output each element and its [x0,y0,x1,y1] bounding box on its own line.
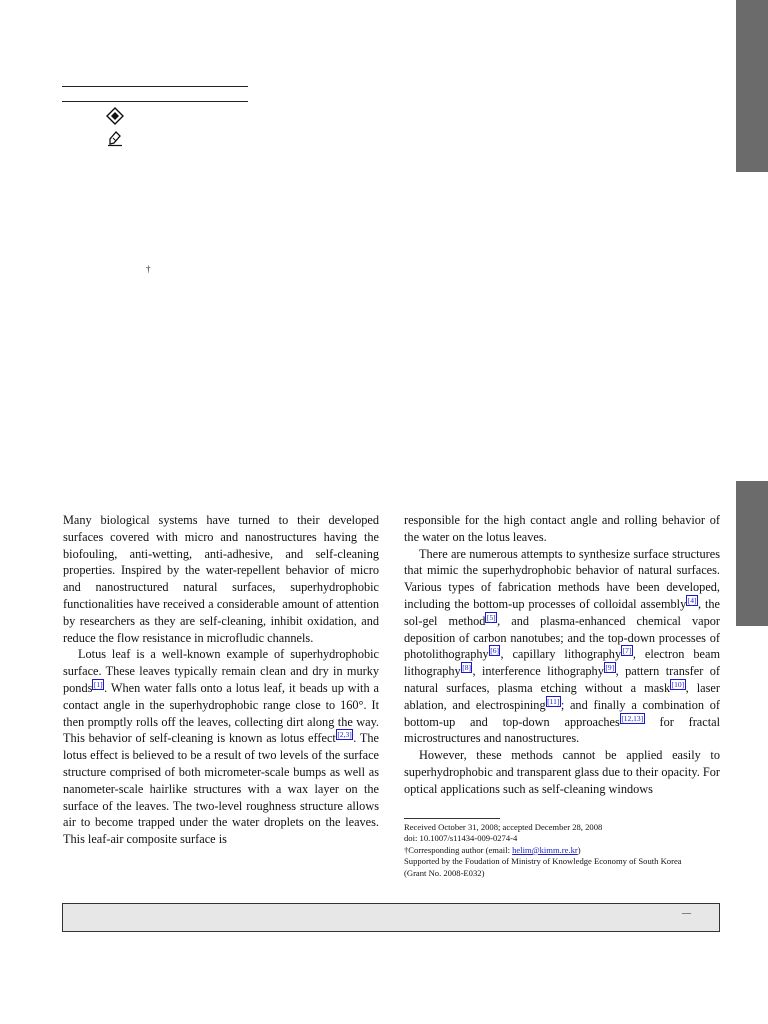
journal-logo-icon [106,107,124,125]
grant-number: (Grant No. 2008-E032) [404,867,485,878]
paragraph: There are numerous attempts to synthesize surface structures that mimic the superhydrophobic behavior of natural surfaces. Various types of fabrication methods have been developed, including the bottom-up processes of colloidal assembly [4] , the sol-gel method [5] , and plasma-enhanced chemical vapor deposition of carbon nanotubes; and the top-down processes of photolithography [6] , capillary lithography [7] , electron beam lithography [8] , interference lithography [9] , pattern transfer of natural surfaces, plasma etching without a mask [10] , laser ablation, and electrospining [11] ; and finally a combination of bottom-up and top-down approaches [12,13] for fractal microstructures and nanostructures. [404,546,721,746]
paragraph: responsible for the high contact angle and rolling behavior of the water on the lotus leaves. [404,513,720,544]
citation-link[interactable]: [6] [490,646,499,656]
author-pen-icon [106,129,124,147]
citation-link[interactable]: [1] [93,679,103,689]
body-column-left [63,512,379,848]
citation-link[interactable]: [12,13] [621,713,644,723]
citation-link[interactable]: [4] [687,595,697,605]
footer-dash: — [682,908,691,918]
citation-link[interactable]: [10] [671,679,685,689]
paragraph: However, these methods cannot be applied easily to superhydrophobic and transparent glass due to their opacity. For optical applications such as self-cleaning windows [404,748,720,796]
citation-link[interactable]: [8] [462,663,471,673]
side-tab-top [736,0,768,172]
dagger-mark: † [146,264,151,274]
citation-link[interactable]: [5] [486,612,496,622]
citation-link[interactable]: [9] [605,663,615,673]
citation-link[interactable]: [2,3] [337,730,352,740]
email-link[interactable]: helim@kimm.re.kr [512,844,578,855]
header-rule-top [62,86,248,87]
journal-footer-box [62,903,720,932]
citation-link[interactable]: [7] [622,646,632,656]
header-rule-bottom [62,101,248,102]
body-column-right [404,512,720,798]
funding-note: Supported by the Foudation of Ministry of Knowledge Economy of South Korea [404,856,682,867]
footnote-rule [404,818,500,819]
footnotes [404,822,724,879]
doi: doi: 10.1007/s11434-009-0274-4 [404,833,518,844]
received-date: Received October 31, 2008; accepted December 28, 2008 [404,822,603,832]
paragraph: Lotus leaf is a well-known example of superhydrophobic surface. These leaves typically remain clean and dry in murky ponds [1] . When water falls onto a lotus leaf, it beads up with a contact angle in the superhydrophobic range close to 160°. It then promptly rolls off the leaves, collecting dirt along the way. This behavior of self-cleaning is known as lotus effect [2,3] . The lotus effect is believed to be a result of two levels of the surface structure comprised of both micrometer-scale bumps as well as nanometer-scale hairlike structures with a wax layer on the surface of the leaves. The two-level roughness structure allows air to become trapped under the water droplets on the leaves. This leaf-air composite surface is [63,647,379,847]
corresponding-author: †Corresponding author (email: helim@kimm.re.kr) [404,844,581,855]
citation-link[interactable]: [11] [547,696,560,706]
side-tab-middle [736,481,768,626]
paragraph: Many biological systems have turned to their developed surfaces covered with micro and nanostructures having the biofouling, anti-wetting, anti-adhesive, and self-cleaning properties. Inspired by the water-repellent behavior of micro and nanostructured natural surfaces, superhydrophobic functionalities have received a considerable amount of attention by researchers as they are self-cleaning, inhibit oxidation, and reduce the flow resistance in microfludic channels. [63,513,379,645]
